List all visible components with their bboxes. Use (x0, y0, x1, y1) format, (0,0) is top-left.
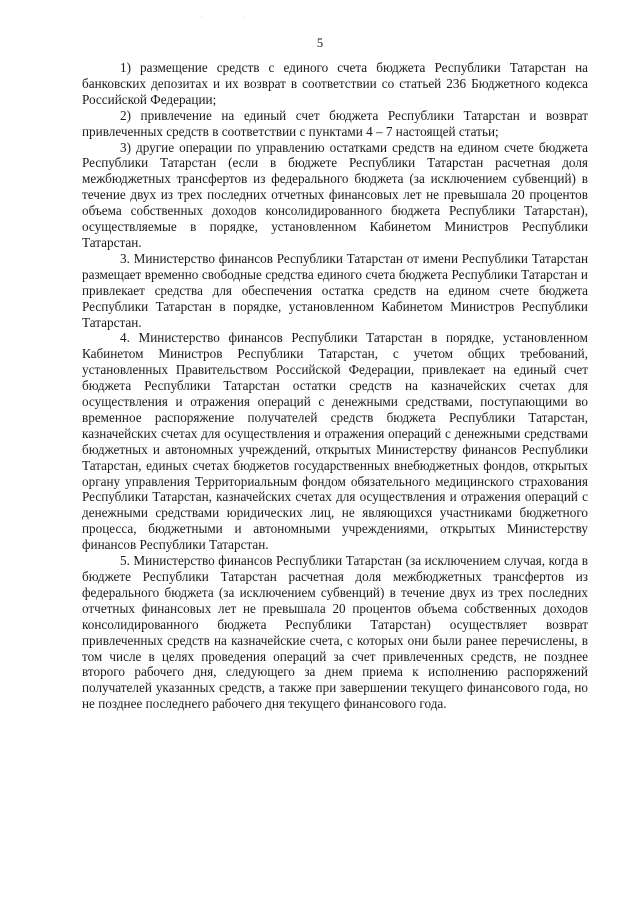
scan-specks: · · · (200, 14, 309, 20)
page-number: 5 (316, 36, 324, 50)
paragraph-section-4: 4. Министерство финансов Республики Татарстан в порядке, установленном Кабинетом Министров Республики Татарстан, с учетом общих требований, установленных Правительством Российской Федерации, привлекает на единый счет бюджета Республики Татарстан остатки средств на казначейских счетах для осуществления и отражения операций с денежными средствами, поступающими во временное распоряжение получателей средств бюджета Республики Татарстан, казначейских счетах для осуществления и отражения операций с денежными средствами бюджетных и автономных учреждений, открытых Министерству финансов Республики Татарстан, единых счетах бюджетов государственных внебюджетных фондов, открытых органу управления Территориальным фондом обязательного медицинского страхования Республики Татарстан, казначейских счетах для осуществления и отражения операций с денежными средствами юридических лиц, не являющихся участниками бюджетного процесса, бюджетными и автономными учреждениями, открытых Министерству финансов Республики Татарстан. (82, 330, 588, 553)
paragraph-section-3: 3. Министерство финансов Республики Татарстан от имени Республики Татарстан размещает временно свободные средства единого счета бюджета Республики Татарстан и привлекает средства для обеспечения остатка средств на едином счете бюджета Республики Татарстан в порядке, установленном Кабинетом Министров Республики Татарстан. (82, 250, 588, 330)
paragraph-item-3: 3) другие операции по управлению остатками средств на едином счете бюджета Республики Татарстан (если в бюджете Республики Татарстан расчетная доля межбюджетных трансфертов из федерального бюджета (за исключением субвенций) в течение двух из трех последних отчетных финансовых лет не превышала 20 процентов объема собственных доходов консолидированного бюджета Республики Татарстан), осуществляемые в порядке, установленном Кабинетом Министров Республики Татарстан. (82, 139, 588, 250)
paragraph-section-5: 5. Министерство финансов Республики Татарстан (за исключением случая, когда в бюджете Республики Татарстан расчетная доля межбюджетных трансфертов из федерального бюджета (за исключением субвенций) в течение двух из трех последних отчетных финансовых лет не превышала 20 процентов объема собственных доходов консолидированного бюджета Республики Татарстан) осуществляет возврат привлеченных средств на казначейские счета, с которых они были ранее перечислены, в том числе в целях проведения операций за счет привлеченных средств, не позднее второго рабочего дня, следующего за днем приема к исполнению распоряжений получателей указанных средств, а также при завершении текущего финансового года, но не позднее последнего рабочего дня текущего финансового года. (82, 553, 588, 712)
document-body (82, 60, 588, 712)
paragraph-item-2: 2) привлечение на единый счет бюджета Республики Татарстан и возврат привлеченных средств в соответствии с пунктами 4 – 7 настоящей статьи; (82, 107, 588, 139)
paragraph-item-1: 1) размещение средств с единого счета бюджета Республики Татарстан на банковских депозитах и их возврат в соответствии со статьей 236 Бюджетного кодекса Российской Федерации; (82, 60, 588, 107)
